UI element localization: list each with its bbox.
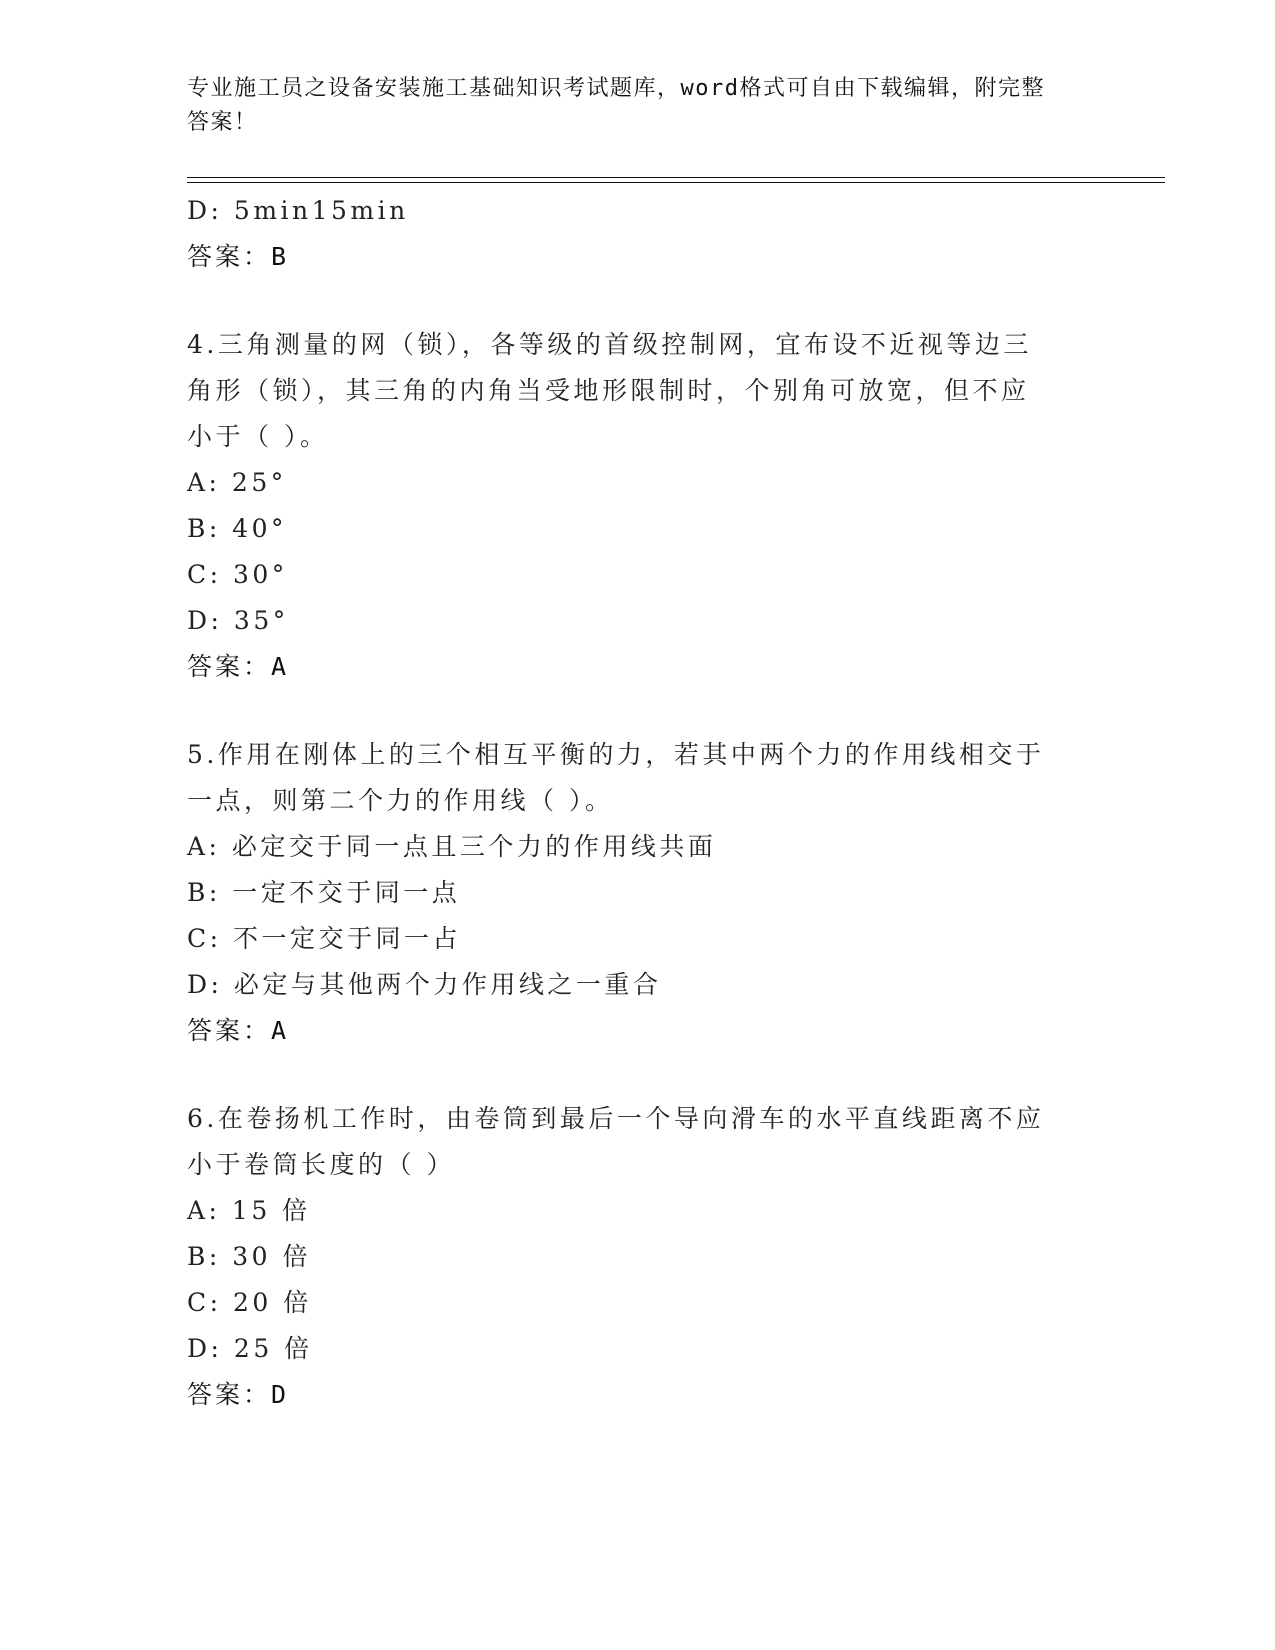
option-d: D: 35°: [187, 606, 289, 635]
option-d: D: 5min15min: [187, 196, 409, 225]
option-c: C: 20 倍: [187, 1288, 312, 1317]
option-d: D: 必定与其他两个力作用线之一重合: [187, 970, 662, 999]
question-4: [187, 322, 1087, 690]
question-stem: [187, 1096, 1067, 1188]
answer-line: 答案：A: [187, 1016, 290, 1045]
option-a: A: 必定交于同一点且三个力的作用线共面: [187, 832, 717, 861]
stem-line: 6.在卷扬机工作时，由卷筒到最后一个导向滑车的水平直线距离不应: [187, 1104, 1045, 1133]
answer-line: 答案：A: [187, 652, 290, 681]
stem-line: 5.作用在刚体上的三个相互平衡的力，若其中两个力的作用线相交于: [187, 740, 1045, 769]
question-6: [187, 1096, 1087, 1418]
option-c: C: 30°: [187, 560, 288, 589]
option-a: A: 15 倍: [187, 1196, 311, 1225]
option-b: B: 40°: [187, 514, 288, 543]
option-b: B: 一定不交于同一点: [187, 878, 461, 907]
answer-line: 答案：D: [187, 1380, 290, 1409]
question-stem: [187, 732, 1067, 824]
document-header: 专业施工员之设备安装施工基础知识考试题库，word格式可自由下载编辑，附完整答案！: [187, 76, 1045, 135]
question-5: [187, 732, 1087, 1054]
option-a: A: 25°: [187, 468, 287, 497]
option-d: D: 25 倍: [187, 1334, 313, 1363]
stem-line: 小于卷筒长度的（ ）: [187, 1150, 455, 1179]
stem-line: 角形（锁），其三角的内角当受地形限制时，个别角可放宽，但不应: [187, 376, 1030, 405]
option-b: B: 30 倍: [187, 1242, 311, 1271]
question-stem: [187, 322, 1067, 460]
header-rule-bottom: [187, 182, 1165, 183]
stem-line: 4.三角测量的网（锁），各等级的首级控制网，宜布设不近视等边三: [187, 330, 1032, 359]
header-rule-top: [187, 177, 1165, 178]
stem-line: 一点，则第二个力的作用线（ ）。: [187, 786, 614, 815]
option-c: C: 不一定交于同一占: [187, 924, 461, 953]
answer-line: 答案：B: [187, 242, 290, 271]
question-content: [187, 188, 1087, 1418]
stem-line: 小于（ ）。: [187, 422, 329, 451]
